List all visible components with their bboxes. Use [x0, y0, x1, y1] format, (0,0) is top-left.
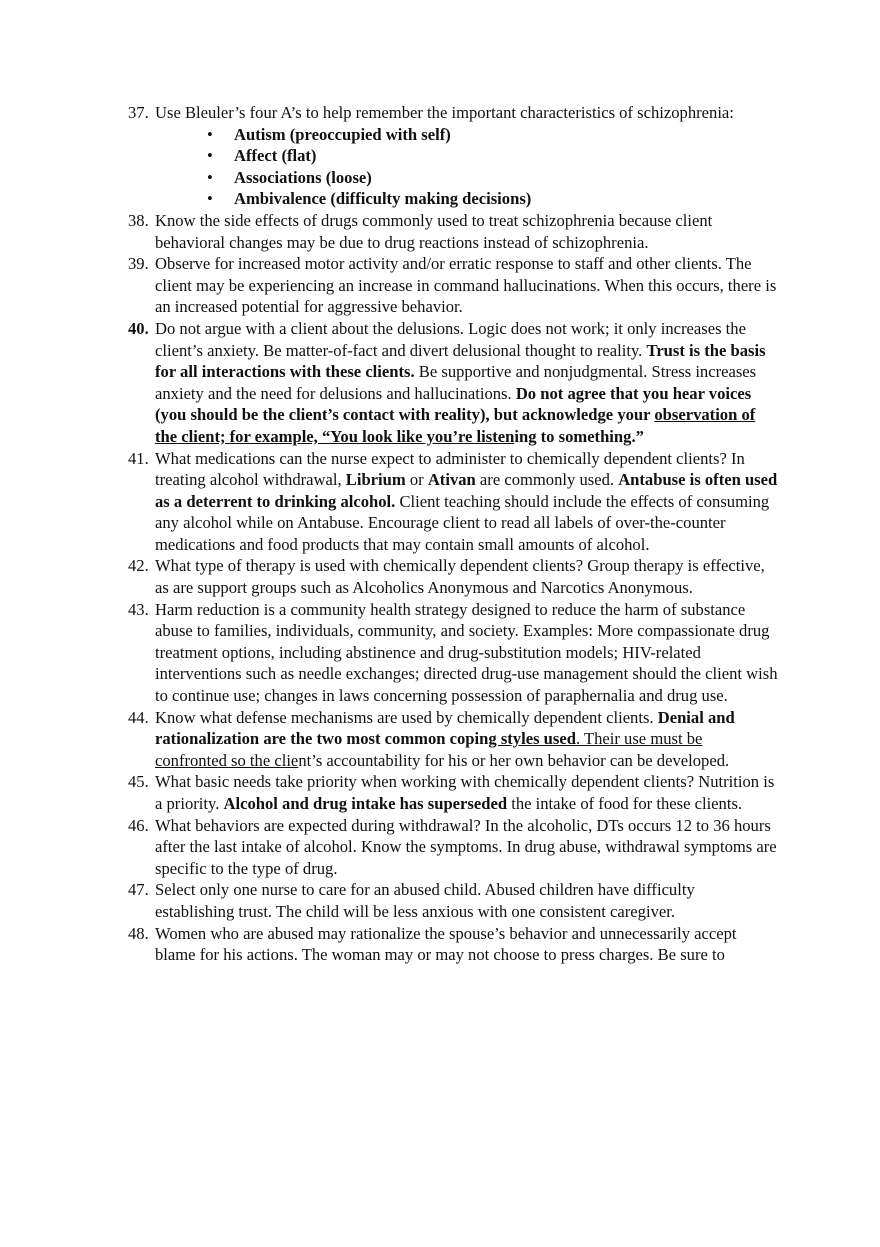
item-number: 44.: [128, 707, 149, 727]
item-text: [155, 924, 737, 965]
bullet-item: [207, 188, 778, 210]
text-segment: . Their use must be confronted so the clie: [155, 729, 703, 770]
text-segment: Women who are abused may rationalize the spouse’s behavior and unnecessarily accept blame for his actions. The woman may or may not choose to press charges. Be sure to: [155, 923, 737, 965]
item-number: 45.: [128, 772, 149, 792]
emphasis-text: Antabuse is often used as a deterrent to drinking alcohol.: [155, 470, 778, 511]
bullet-item: [207, 167, 778, 189]
list-item: [128, 815, 778, 880]
text-segment: What type of therapy is used with chemically dependent clients? Group therapy is effective, as are support groups such as Alcoholics Anonymous and Narcotics Anonymous.: [155, 556, 765, 598]
text-segment: What basic needs take priority when working with chemically dependent clients? Nutrition is a priority.: [155, 772, 775, 813]
text-segment: are commonly used.: [475, 470, 619, 490]
emphasis-text: Denial and rationalization are the two most common copin: [155, 707, 735, 749]
text-segment: Do not argue with a client about the delusions. Logic does not work; it only increases the client’s anxiety. Be matter-of-fact and divert delusional thought to reality.: [155, 318, 746, 360]
bullet-text: Associations (loose): [234, 167, 372, 187]
text-segment: What medications can the nurse expect to administer to chemically dependent clients? In treating alcohol withdrawal,: [155, 448, 745, 490]
list-item: [128, 771, 778, 814]
item-text: [155, 556, 765, 597]
emphasis-text: Trust is the basis for all interactions with these clients.: [155, 340, 766, 382]
list-item: [128, 707, 778, 772]
bullet-icon: •: [207, 146, 213, 166]
item-number: 43.: [128, 599, 149, 619]
list-item: [128, 599, 778, 707]
list-item: [128, 555, 778, 598]
text-segment: Know what defense mechanisms are used by chemically dependent clients.: [155, 707, 658, 727]
text-segment: Observe for increased motor activity and/or erratic response to staff and other clients. The client may be experiencing an increase in command hallucinations. When this occurs, there is an increased potential for aggressive behavior.: [155, 254, 777, 317]
text-segment: Use Bleuler’s four A’s to help remember the important characteristics of schizophrenia:: [155, 103, 734, 122]
item-text: [155, 708, 735, 770]
item-number: 42.: [128, 556, 149, 576]
list-item: [128, 923, 778, 966]
bullet-icon: •: [207, 124, 213, 144]
text-segment: Select only one nurse to care for an abused child. Abused children have difficulty establishing trust. The child will be less anxious with one consistent caregiver.: [155, 880, 695, 921]
item-number: 41.: [128, 448, 149, 468]
item-number: 37.: [128, 103, 149, 122]
item-number: 38.: [128, 210, 149, 230]
bullet-icon: •: [207, 167, 213, 187]
item-text: [155, 880, 695, 921]
emphasis-text: ing to something.”: [514, 426, 644, 446]
text-segment: What behaviors are expected during withdrawal? In the alcoholic, DTs occurs 12 to 36 hours after the last intake of alcohol. Know the symptoms. In drug abuse, withdrawal symptoms are specific to the type of drug.: [155, 815, 777, 878]
emphasis-text: Alcohol and drug intake has superseded: [223, 794, 508, 813]
bullet-text: Autism (preoccupied with self): [234, 124, 451, 144]
list-item: [128, 102, 778, 210]
item-number: 46.: [128, 815, 149, 835]
text-segment: Client teaching should include the effects of consuming any alcohol while on Antabuse. Encourage client to read all labels of over-the-counter medications and food products that may contain small amounts of alcohol.: [155, 491, 770, 554]
emphasis-text: observation of the client; for example, “You look like you’re listen: [155, 405, 756, 446]
item-number: 47.: [128, 880, 149, 900]
bullet-text: Affect (flat): [234, 146, 317, 166]
text-segment: nt’s accountability for his or her own behavior can be developed.: [298, 750, 730, 770]
item-number: 39.: [128, 254, 149, 274]
item-text: [155, 103, 734, 122]
item-text: [155, 254, 776, 316]
item-number: 40.: [128, 318, 149, 338]
bullet-list: [155, 124, 778, 210]
numbered-item-list: [128, 102, 778, 966]
list-item: [128, 448, 778, 556]
bullet-item: [207, 145, 778, 167]
text-segment: Harm reduction is a community health strategy designed to reduce the harm of substance abuse to families, individuals, community, and society. Examples: More compassionate drug treatment options, including abstinence and drug-substitution models; HIV-related interventions such as needle exchanges; directed drug-use management should the client wish to continue use; changes in laws concerning possession of paraphernalia and drug use.: [155, 599, 778, 706]
list-item: [128, 210, 778, 253]
emphasis-text: Do not agree that you hear voices (you should be the client’s contact with reality), but acknowledge your: [155, 383, 752, 425]
text-segment: Be supportive and nonjudgmental. Stress increases anxiety and the need for delusions and hallucinations.: [155, 362, 757, 403]
item-text: [155, 319, 766, 446]
text-segment: Know the side effects of drugs commonly used to treat schizophrenia because client behavioral changes may be due to drug reactions instead of schizophrenia.: [155, 210, 713, 252]
bullet-item: [207, 124, 778, 146]
emphasis-text: Librium: [345, 470, 406, 490]
emphasis-text: g styles used: [488, 729, 576, 749]
bullet-text: Ambivalence (difficulty making decisions): [234, 189, 532, 209]
list-item: [128, 253, 778, 318]
list-item: [128, 318, 778, 448]
text-segment: the intake of food for these clients.: [507, 794, 743, 813]
list-item: [128, 879, 778, 922]
item-text: [155, 211, 712, 252]
item-text: [155, 816, 777, 878]
item-text: [155, 772, 774, 813]
emphasis-text: Ativan: [427, 470, 476, 490]
item-text: [155, 600, 778, 705]
item-text: [155, 449, 777, 554]
bullet-icon: •: [207, 189, 213, 209]
item-number: 48.: [128, 923, 149, 943]
text-segment: or: [405, 470, 428, 490]
